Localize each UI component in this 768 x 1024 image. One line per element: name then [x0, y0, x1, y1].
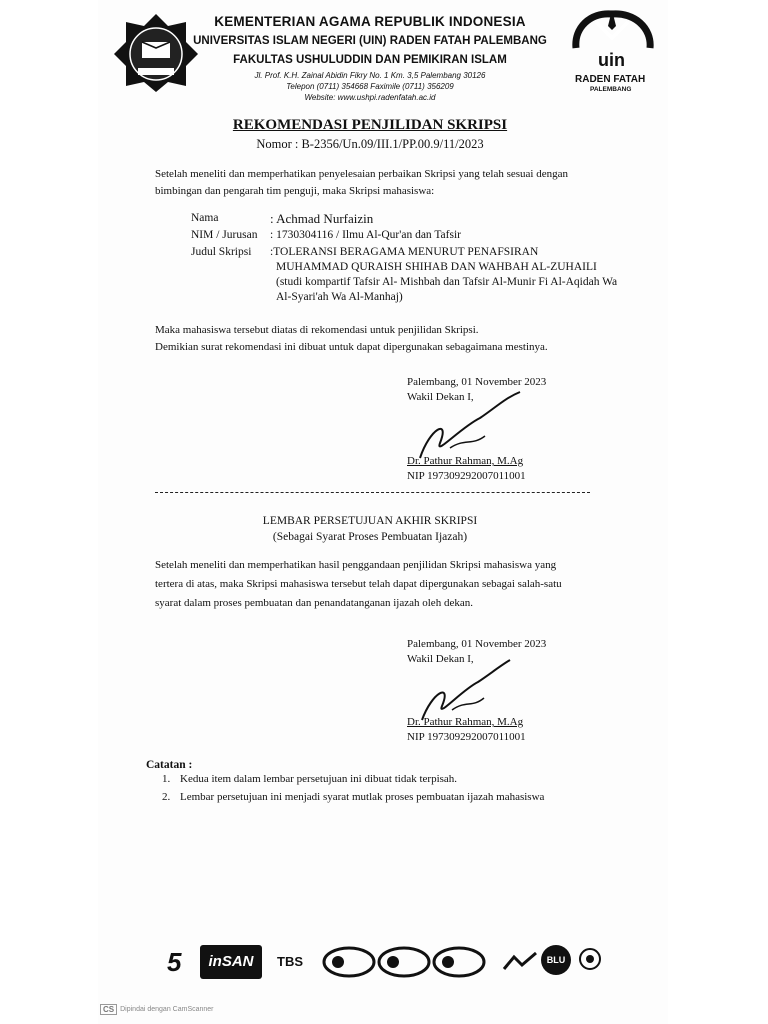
anniversary-logo [167, 945, 201, 979]
thesis-label: Judul Skripsi [191, 246, 252, 258]
camscanner-icon: CS [100, 1004, 117, 1015]
thesis-title-line-3: (studi kompartif Tafsir Al- Mishbah dan Tafsir Al-Munir Fi Al-Aqidah Wa [276, 276, 618, 288]
name-label: Nama [191, 212, 219, 224]
certification-logo-3 [432, 945, 486, 979]
approval-title: LEMBAR PERSETUJUAN AKHIR SKRIPSI [262, 515, 478, 527]
approval-place-date: Palembang, 01 November 2023 [407, 638, 547, 650]
intro-line-2: bimbingan dan pengarah tim penguji, maka Skripsi mahasiswa: [155, 185, 435, 197]
address-line: Jl. Prof. K.H. Zainal Abidin Fikry No. 1 Km. 3,5 Palembang 30126 [254, 71, 486, 80]
right-logo-uin-text: uin [598, 50, 625, 70]
approval-signer-nip: NIP 197309292007011001 [407, 731, 526, 743]
right-logo-name: RADEN FATAH [575, 74, 646, 85]
signer-nip: NIP 197309292007011001 [407, 470, 526, 482]
place-date: Palembang, 01 November 2023 [407, 376, 547, 388]
nim-label: NIM / Jurusan [191, 229, 258, 241]
document-page [98, 0, 668, 1024]
tbs-logo-text: TBS [277, 954, 303, 969]
note-number-1: 1. [162, 773, 171, 785]
intro-line-1: Setelah meneliti dan memperhatikan penyelesaian perbaikan Skripsi yang telah sesuai dengan [155, 168, 568, 180]
scanner-watermark [100, 1004, 214, 1015]
thesis-title-line-2: MUHAMMAD QURAISH SHIHAB DAN WAHBAH AL-ZUHAILI [276, 261, 597, 273]
ministry-heading: KEMENTERIAN AGAMA REPUBLIK INDONESIA [214, 14, 526, 29]
approval-para-line-3: syarat dalam proses pembuatan dan penandatanganan ijazah oleh dekan. [155, 597, 473, 609]
notes-heading: Catatan : [146, 759, 193, 771]
nim-value: : 1730304116 / Ilmu Al-Qur'an dan Tafsir [270, 229, 461, 241]
tbs-logo [262, 945, 318, 979]
closing-line-2: Demikian surat rekomendasi ini dibuat untuk dapat dipergunakan sebagaimana mestinya. [155, 341, 548, 353]
blu-logo [541, 945, 571, 975]
recommendation-title: REKOMENDASI PENJILIDAN SKRIPSI [232, 117, 508, 133]
section-divider [155, 492, 590, 493]
website-line: Website: www.ushpi.radenfatah.ac.id [304, 93, 436, 102]
phone-line: Telepon (0711) 354668 Faximile (0711) 356209 [286, 82, 454, 91]
approval-signer-name: Dr. Pathur Rahman, M.Ag [407, 716, 524, 728]
right-logo-city: PALEMBANG [590, 86, 632, 93]
blu-logo-text: BLU [546, 955, 566, 965]
approval-signer-position: Wakil Dekan I, [407, 653, 474, 665]
insan-logo-text: inSAN [208, 953, 254, 970]
note-item-2: Lembar persetujuan ini menjadi syarat mutlak proses pembuatan ijazah mahasiswa [180, 791, 545, 803]
signer-name: Dr. Pathur Rahman, M.Ag [407, 455, 524, 467]
approval-para-line-1: Setelah meneliti dan memperhatikan hasil penggandaan penjilidan Skripsi mahasiswa yang [155, 559, 557, 571]
recommendation-number: Nomor : B-2356/Un.09/III.1/PP.00.9/11/2023 [256, 137, 484, 151]
note-item-1: Kedua item dalam lembar persetujuan ini dibuat tidak terpisah. [180, 773, 458, 785]
scanner-text: Dipindai dengan CamScanner [120, 1006, 214, 1013]
insan-logo [200, 945, 262, 979]
approval-para-line-2: tertera di atas, maka Skripsi mahasiswa tersebut telah dapat dipergunakan sebagai salah-satu [155, 578, 562, 590]
thesis-title-line-1: :TOLERANSI BERAGAMA MENURUT PENAFSIRAN [270, 246, 539, 258]
faculty-heading: FAKULTAS USHULUDDIN DAN PEMIKIRAN ISLAM [233, 54, 507, 66]
thesis-title-line-4: Al-Syari'ah Wa Al-Manhaj) [276, 291, 403, 303]
name-value: : Achmad Nurfaizin [270, 211, 374, 226]
university-seal-logo [575, 945, 605, 979]
accreditation-logo [500, 945, 540, 979]
anniversary-logo-text: 5 [167, 947, 182, 977]
university-heading: UNIVERSITAS ISLAM NEGERI (UIN) RADEN FATAH PALEMBANG [193, 35, 547, 47]
approval-subtitle: (Sebagai Syarat Proses Pembuatan Ijazah) [272, 531, 468, 543]
certification-logo-2 [377, 945, 431, 979]
signer-position: Wakil Dekan I, [407, 391, 474, 403]
note-number-2: 2. [162, 791, 171, 803]
closing-line-1: Maka mahasiswa tersebut diatas di rekomendasi untuk penjilidan Skripsi. [155, 324, 479, 336]
certification-logo-1 [322, 945, 376, 979]
